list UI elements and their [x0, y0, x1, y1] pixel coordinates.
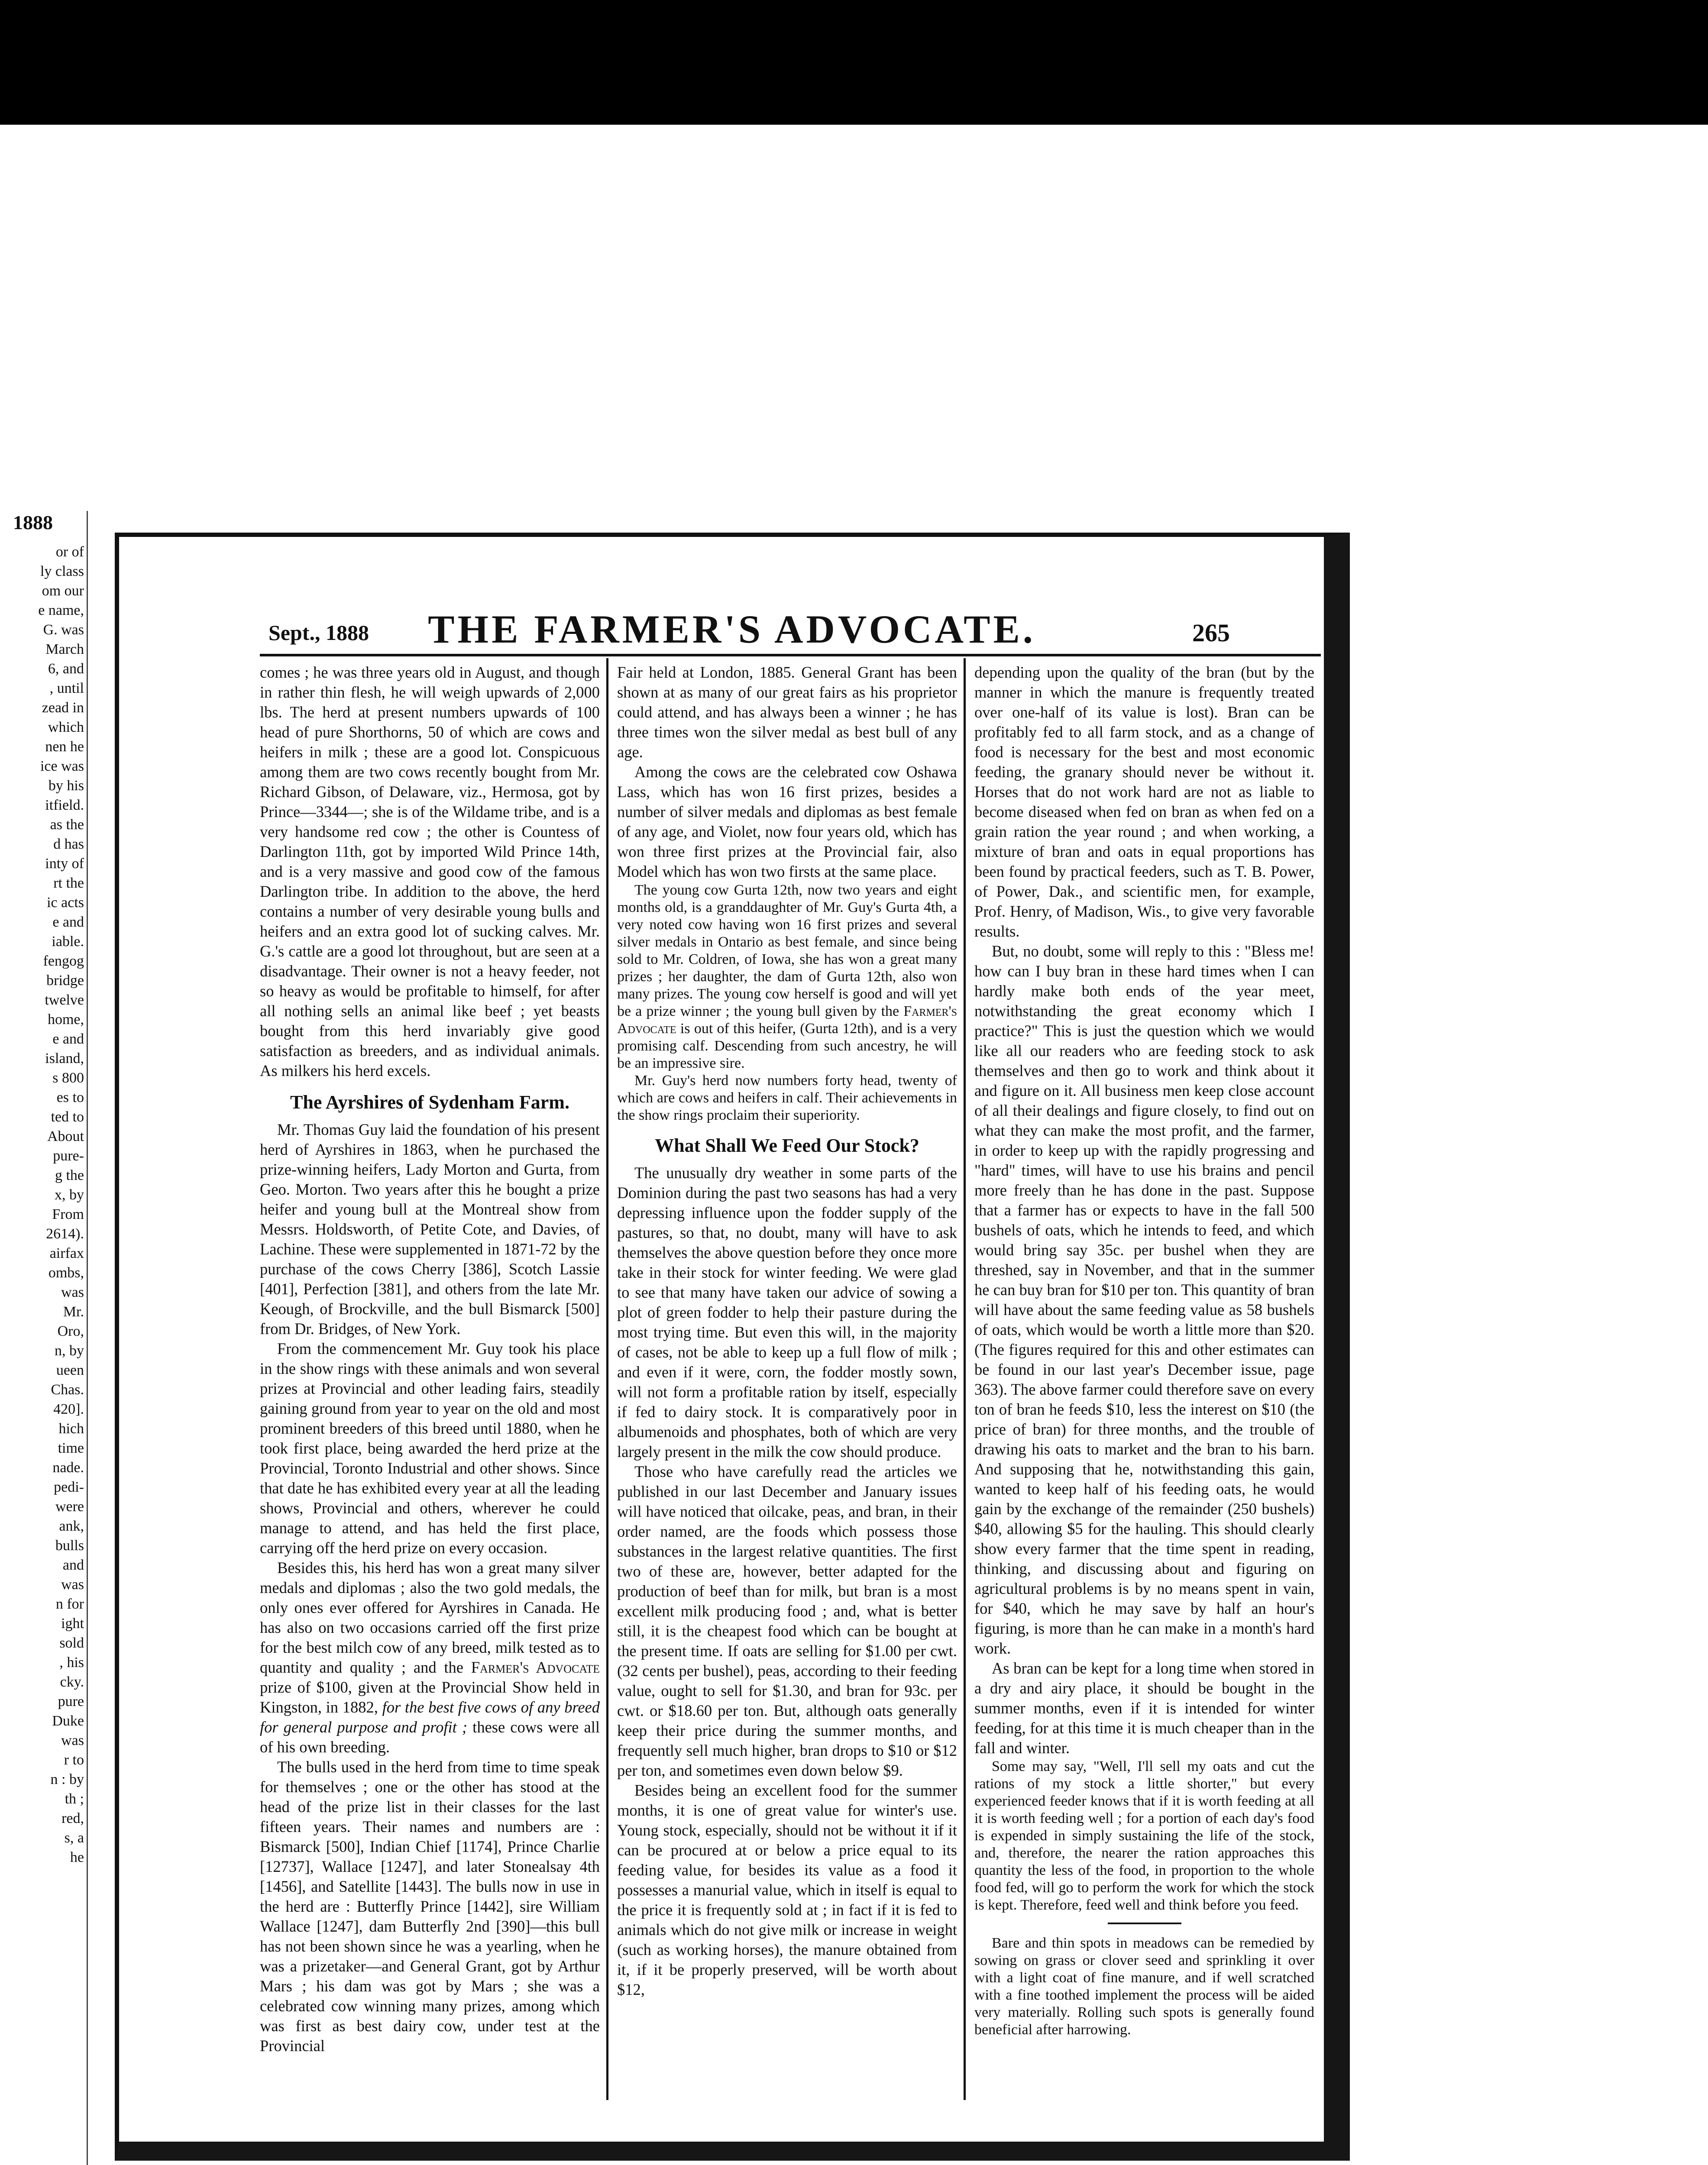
article-paragraph: Among the cows are the celebrated cow Oshawa Lass, which has won 16 first prizes, besides a number of silver medals and diplomas as best female of any age, and Violet, now four years old, which has won three first prizes at the Provincial fair, also Model which has won two firsts at the same place. — [617, 763, 957, 880]
left-page-fragment: Duke — [52, 1713, 84, 1729]
left-page-fragment: ly class — [40, 563, 84, 579]
left-page-fragment: hich — [58, 1421, 84, 1437]
article-paragraph: The young cow Gurta 12th, now two years and eight months old, is a granddaughter of Mr. Guy's Gurta 4th, a very noted cow having won 16 first prizes and several silver medals in Ontario as best female, and since being sold to Mr. Coldren, of Iowa, she has won a great many prizes ; her daughter, the dam of Gurta 12th, also won many prizes. The young cow herself is good and will yet be a prize winner ; the young bull given by the Farmer's Advocate is out of this heifer, (Gurta 12th), and is a very promising calf. Descending from such ancestry, he will be an impressive sire. — [617, 882, 957, 1071]
left-page-fragment: s 800 — [52, 1070, 84, 1086]
left-page-fragment: time — [58, 1440, 84, 1456]
left-page-fragment: g the — [55, 1167, 84, 1183]
left-page-year: 1888 — [13, 511, 53, 533]
left-page-fragment: he — [70, 1849, 84, 1865]
article-paragraph: Those who have carefully read the articles we published in our last December and January issues will have noticed that oilcake, peas, and bran, in their order named, are the foods which possess those substances in the largest relative quantities. The first two of these are, however, better adapted for the production of beef than for milk, but bran is a most excellent milk producing food ; and, what is better still, it is the cheapest food which can be bought at the present time. If oats are selling for $1.00 per cwt. (32 cents per bushel), peas, according to their feeding value, ought to sell for $1.30, and bran for 93c. per cwt. or $18.60 per ton. But, although oats generally keep their price during the summer months, and frequently sell much higher, bran drops to $10 or $12 per ton, and sometimes even down below $9. — [617, 1463, 957, 1779]
article-paragraph: The bulls used in the herd from time to time speak for themselves ; one or the other has stood at the head of the prize list in their classes for the last fifteen years. Their names and numbers are : Bismarck [500], Indian Chief [1174], Prince Charlie [12737], Wallace [1247], and later Stonealsay 4th [1456], and Satellite [1443]. The bulls now in use in the herd are : Butterfly Prince [1442], sire William Wallace [1247], dam Butterfly 2nd [390]—this bull has not been shown since he was a yearling, when he was a prizetaker—and General Grant, got by Arthur Mars ; his dam was got by Mars ; she was a celebrated cow winning many prizes, among which was first as best dairy cow, under test at the Provincial — [260, 1758, 600, 2055]
header-date: Sept., 1888 — [268, 620, 369, 645]
article-paragraph: From the commencement Mr. Guy took his place in the show rings with these animals and won several prizes at Provincial and other leading fairs, steadily gaining ground from year to year on the old and most prominent breeders of this breed until 1880, when he took first place, being awarded the herd prize at the Provincial, Toronto Industrial and other shows. Since that date he has exhibited every year at all the leading shows, Provincial and others, wherever he could manage to attend, and has held the first place, carrying off the herd prize on every occasion. — [260, 1340, 600, 1557]
left-page-fragment: cky. — [60, 1674, 84, 1690]
left-page-fragment: were — [55, 1499, 84, 1515]
left-page-fragment: ted to — [51, 1109, 84, 1125]
column-rule-1 — [606, 658, 608, 2100]
left-page-fragment: Chas. — [51, 1382, 84, 1398]
left-page-fragment: 6, and — [48, 661, 84, 677]
left-page-fragment: , his — [59, 1654, 84, 1671]
left-page-fragment: March — [45, 641, 84, 657]
column-rule-2 — [964, 658, 966, 2100]
left-page-fragment: Mr. — [63, 1304, 84, 1320]
left-page-fragment: pedi- — [54, 1479, 84, 1495]
left-page-fragment: d has — [53, 836, 84, 852]
article-paragraph: Fair held at London, 1885. General Grant has been shown at as many of our great fairs as his proprietor could attend, and has always been a winner ; he has three times won the silver medal as best bull of any age. — [617, 663, 957, 761]
article-paragraph: Mr. Thomas Guy laid the foundation of his present herd of Ayrshires in 1863, when he purchased the prize-winning heifers, Lady Morton and Gurta, from Geo. Morton. Two years after this he bought a prize heifer and young bull at the Montreal show from Messrs. Holdsworth, of Petite Cote, and Davies, of Lachine. These were supplemented in 1871-72 by the purchase of the cows Cherry [386], Scotch Lassie [401], Perfection [381], and others from the late Mr. Keough, of Brockville, and the bull Bismarck [500] from Dr. Bridges, of New York. — [260, 1121, 600, 1338]
left-page-fragment: fengog — [43, 953, 84, 969]
column-2 — [617, 662, 957, 2000]
article-paragraph: Bare and thin spots in meadows can be remedied by sowing on grass or clover seed and sprinkling it over with a light coat of fine manure, and if well scratched with a fine toothed implement the process will be aided very materially. Rolling such spots is generally found beneficial after harrowing. — [974, 1935, 1314, 2038]
article-heading: What Shall We Feed Our Stock? — [655, 1135, 919, 1156]
left-page-fragment: nade. — [52, 1460, 84, 1476]
left-page-fragment: zead in — [42, 700, 84, 716]
left-page-fragment: island, — [45, 1050, 84, 1066]
article-paragraph: Mr. Guy's herd now numbers forty head, twenty of which are cows and heifers in calf. Their achievements in the show rings proclaim their superiority. — [617, 1073, 957, 1123]
masthead-title: THE FARMER'S ADVOCATE. — [428, 607, 1036, 651]
left-page-fragment: and — [62, 1557, 84, 1573]
left-page-fragment: 420]. — [53, 1401, 84, 1417]
left-page-fragment: red, — [61, 1810, 84, 1826]
article-paragraph: comes ; he was three years old in August, and though in rather thin flesh, he will weigh upwards of 2,000 lbs. The herd at present numbers upwards of 100 head of pure Shorthorns, 50 of which are cows and heifers in milk ; these are a good lot. Conspicuous among them are two cows recently bought from Mr. Richard Gibson, of Delaware, viz., Hermosa, got by Prince—3344—; she is of the Wildame tribe, and is a very handsome red cow ; the other is Countess of Darlington 11th, got by imported Wild Prince 14th, and is a very massive and good cow of the famous Darlington tribe. In addition to the above, the herd contains a number of very desirable young bulls and heifers and an extra good lot of sucking calves. Mr. G.'s cattle are a good lot throughout, but are seen at a disadvantage. Their owner is not a heavy feeder, not so heavy as would be profitable to himself, for after all nothing sells an animal like beef ; yet beasts bought from this herd invariably give good satisfaction as breeders, and as individual animals. As milkers his herd excels. — [260, 663, 600, 1079]
left-page-fragment: x, by — [55, 1187, 84, 1203]
header-rule — [260, 654, 1321, 656]
column-1 — [260, 662, 600, 2056]
left-page-fragment: sold — [59, 1635, 84, 1651]
left-page-fragment: by his — [48, 778, 84, 794]
left-page-fragment: bridge — [46, 973, 84, 989]
article-paragraph: Some may say, "Well, I'll sell my oats and cut the rations of my stock a little shorter," but every experienced feeder knows that if it is worth feeding at all it is worth feeding well ; for a portion of each day's food is expended in simply sustaining the life of the stock, and, therefore, the nearer the ration approaches this quantity the less of the food, in proportion to the whole food fed, will go to perform the work for which the stock is kept. Therefore, feed well and think before you feed. — [974, 1758, 1314, 1913]
left-page-fragment: r to — [64, 1752, 84, 1768]
article-paragraph: As bran can be kept for a long time when stored in a dry and airy place, it should be bought in the summer months, even if it is intended for winter feeding, for at this time it is much cheaper than in the fall and winter. — [974, 1659, 1314, 1757]
left-page-fragment: th ; — [65, 1791, 84, 1807]
left-page-fragment: e and — [52, 1031, 84, 1047]
left-page-text-fragments — [3, 542, 84, 1867]
left-page-fragment: e and — [52, 914, 84, 930]
article-paragraph: But, no doubt, some will reply to this : "Bless me! how can I buy bran in these hard times when I can hardly make both ends of the year meet, notwithstanding the great economy which I practice?" This is just the question which we would like all our readers who are feeding stock to ask themselves and then go to work and think about it and figure on it. All business men keep close account of all their dealings and figure closely, to find out on what they can make the most profit, and the farmer, in order to keep up with the rapidly progressing and "hard" times, will have to use his brains and pencil more freely than he has done in the past. Suppose that a farmer has or expects to have in the fall 500 bushels of oats, which he intends to feed, and which would bring say 35c. per bushel when they are threshed, say in November, and that in the summer he can buy bran for $10 per ton. This quantity of bran will have about the same feeding value as 58 bushels of oats, which would be worth a little more than $20. (The figures required for this and other estimates can be found in our last year's December issue, page 363). The above farmer could therefore save on every ton of bran he feeds $10, less the interest on $10 (the price of bran) for three months, and the trouble of drawing his oats to market and the bran to his barn. And supposing that he, notwithstanding this gain, wanted to keep half of his feeding oats, he would gain by the exchange of the remainder (250 bushels) $40, allowing $5 for the hauling. This should clearly show every farmer that the time spent in reading, thinking, and discussing about and figuring on agricultural problems is by no means spent in vain, for $40, which he may save by half an hour's figuring, is more than he can make in a month's hard work. — [974, 942, 1314, 1657]
left-page-fragment: ombs, — [48, 1265, 84, 1281]
left-facing-page — [0, 511, 88, 2165]
left-page-fragment: Oro, — [57, 1323, 84, 1339]
column-3 — [974, 662, 1314, 2039]
left-page-fragment: iable. — [52, 934, 84, 950]
left-page-fragment: pure- — [53, 1148, 84, 1164]
left-page-fragment: 2614). — [46, 1226, 84, 1242]
section-divider — [1108, 1923, 1181, 1924]
left-page-fragment: inty of — [45, 856, 84, 872]
left-page-fragment: ice was — [40, 758, 84, 774]
left-page-fragment: itfield. — [45, 797, 84, 813]
left-page-fragment: es to — [56, 1089, 84, 1105]
article-paragraph: Besides being an excellent food for the summer months, it is one of great value for winter's use. Young stock, especially, should not be without it if it can be procured at or below a price equal to its feeding value, for besides its value as a food it possesses a manurial value, which in itself is equal to the price it is frequently sold at ; in fact if it is fed to animals which do not give milk or increase in weight (such as working horses), the manure obtained from it, if it be properly preserved, will be worth about $12, — [617, 1781, 957, 1998]
left-page-fragment: twelve — [45, 992, 84, 1008]
left-page-fragment: G. was — [43, 622, 84, 638]
left-page-fragment: was — [61, 1577, 84, 1593]
left-page-fragment: , until — [49, 680, 84, 696]
left-page-fragment: or of — [55, 544, 84, 560]
left-page-fragment: rt the — [53, 875, 84, 891]
article-paragraph: depending upon the quality of the bran (but by the manner in which the manure is frequently treated over one-half of its value is lost). Bran can be profitably fed to all farm stock, and as a change of food is necessary for the best and most economic feeding, the granary should never be without it. Horses that do not work hard are not as liable to become diseased when fed on bran as when fed on a grain ration the year round ; and when working, a mixture of bran and oats in equal proportions has been found by practical feeders, such as T. B. Power, of Power, Dak., and scientific men, for example, Prof. Henry, of Madison, Wis., to give very favorable results. — [974, 663, 1314, 940]
page-number: 265 — [1192, 619, 1230, 647]
article-paragraph: The unusually dry weather in some parts of the Dominion during the past two seasons has had a very depressing influence upon the fodder supply of the pastures, so that, no doubt, many will have to ask themselves the above question before they once more take in their stock for winter feeding. We were glad to see that many have taken our advice of sowing a plot of green fodder to help their pasture during the most trying time. But even this will, in the majority of cases, not be able to keep up a full flow of milk ; and even if it were, corn, the fodder mostly sown, will not form a profitable ration by itself, especially if fed to dairy stock. It is comparatively poor in albumenoids and phosphates, both of which are very largely present in the milk the cow should produce. — [617, 1164, 957, 1461]
left-page-fragment: was — [61, 1732, 84, 1748]
left-page-fragment: pure — [58, 1693, 84, 1709]
left-page-fragment: ic acts — [47, 895, 84, 911]
left-page-fragment: n, by — [55, 1343, 84, 1359]
left-page-fragment: n : by — [50, 1771, 84, 1787]
left-page-fragment: s, a — [64, 1830, 84, 1846]
left-page-fragment: bulls — [55, 1538, 84, 1554]
left-page-fragment: was — [61, 1284, 84, 1300]
article-paragraph: Besides this, his herd has won a great many silver medals and diplomas ; also the two gold medals, the only ones ever offered for Ayrshires in Canada. He has also on two occasions carried off the first prize for the best milch cow of any breed, milk tested as to quantity and quality ; and the Farmer's Advocate prize of $100, given at the Provincial Show held in Kingston, in 1882, for the best five cows of any breed for general purpose and profit ; these cows were all of his own breeding. — [260, 1559, 600, 1756]
left-page-fragment: ight — [61, 1616, 84, 1632]
left-page-fragment: ank, — [59, 1518, 84, 1534]
left-page-fragment: which — [48, 719, 84, 735]
article-heading: The Ayrshires of Sydenham Farm. — [290, 1092, 569, 1113]
left-page-fragment: e name, — [38, 602, 84, 618]
left-page-fragment: home, — [47, 1011, 84, 1028]
left-page-fragment: About — [47, 1128, 84, 1144]
left-page-fragment: n for — [55, 1596, 84, 1612]
left-page-fragment: airfax — [49, 1245, 84, 1261]
left-page-fragment: nen he — [45, 739, 84, 755]
left-page-fragment: ueen — [56, 1362, 84, 1378]
left-page-fragment: From — [52, 1206, 84, 1222]
left-page-fragment: as the — [50, 817, 84, 833]
left-page-fragment: om our — [42, 583, 84, 599]
page-header — [143, 606, 1321, 658]
